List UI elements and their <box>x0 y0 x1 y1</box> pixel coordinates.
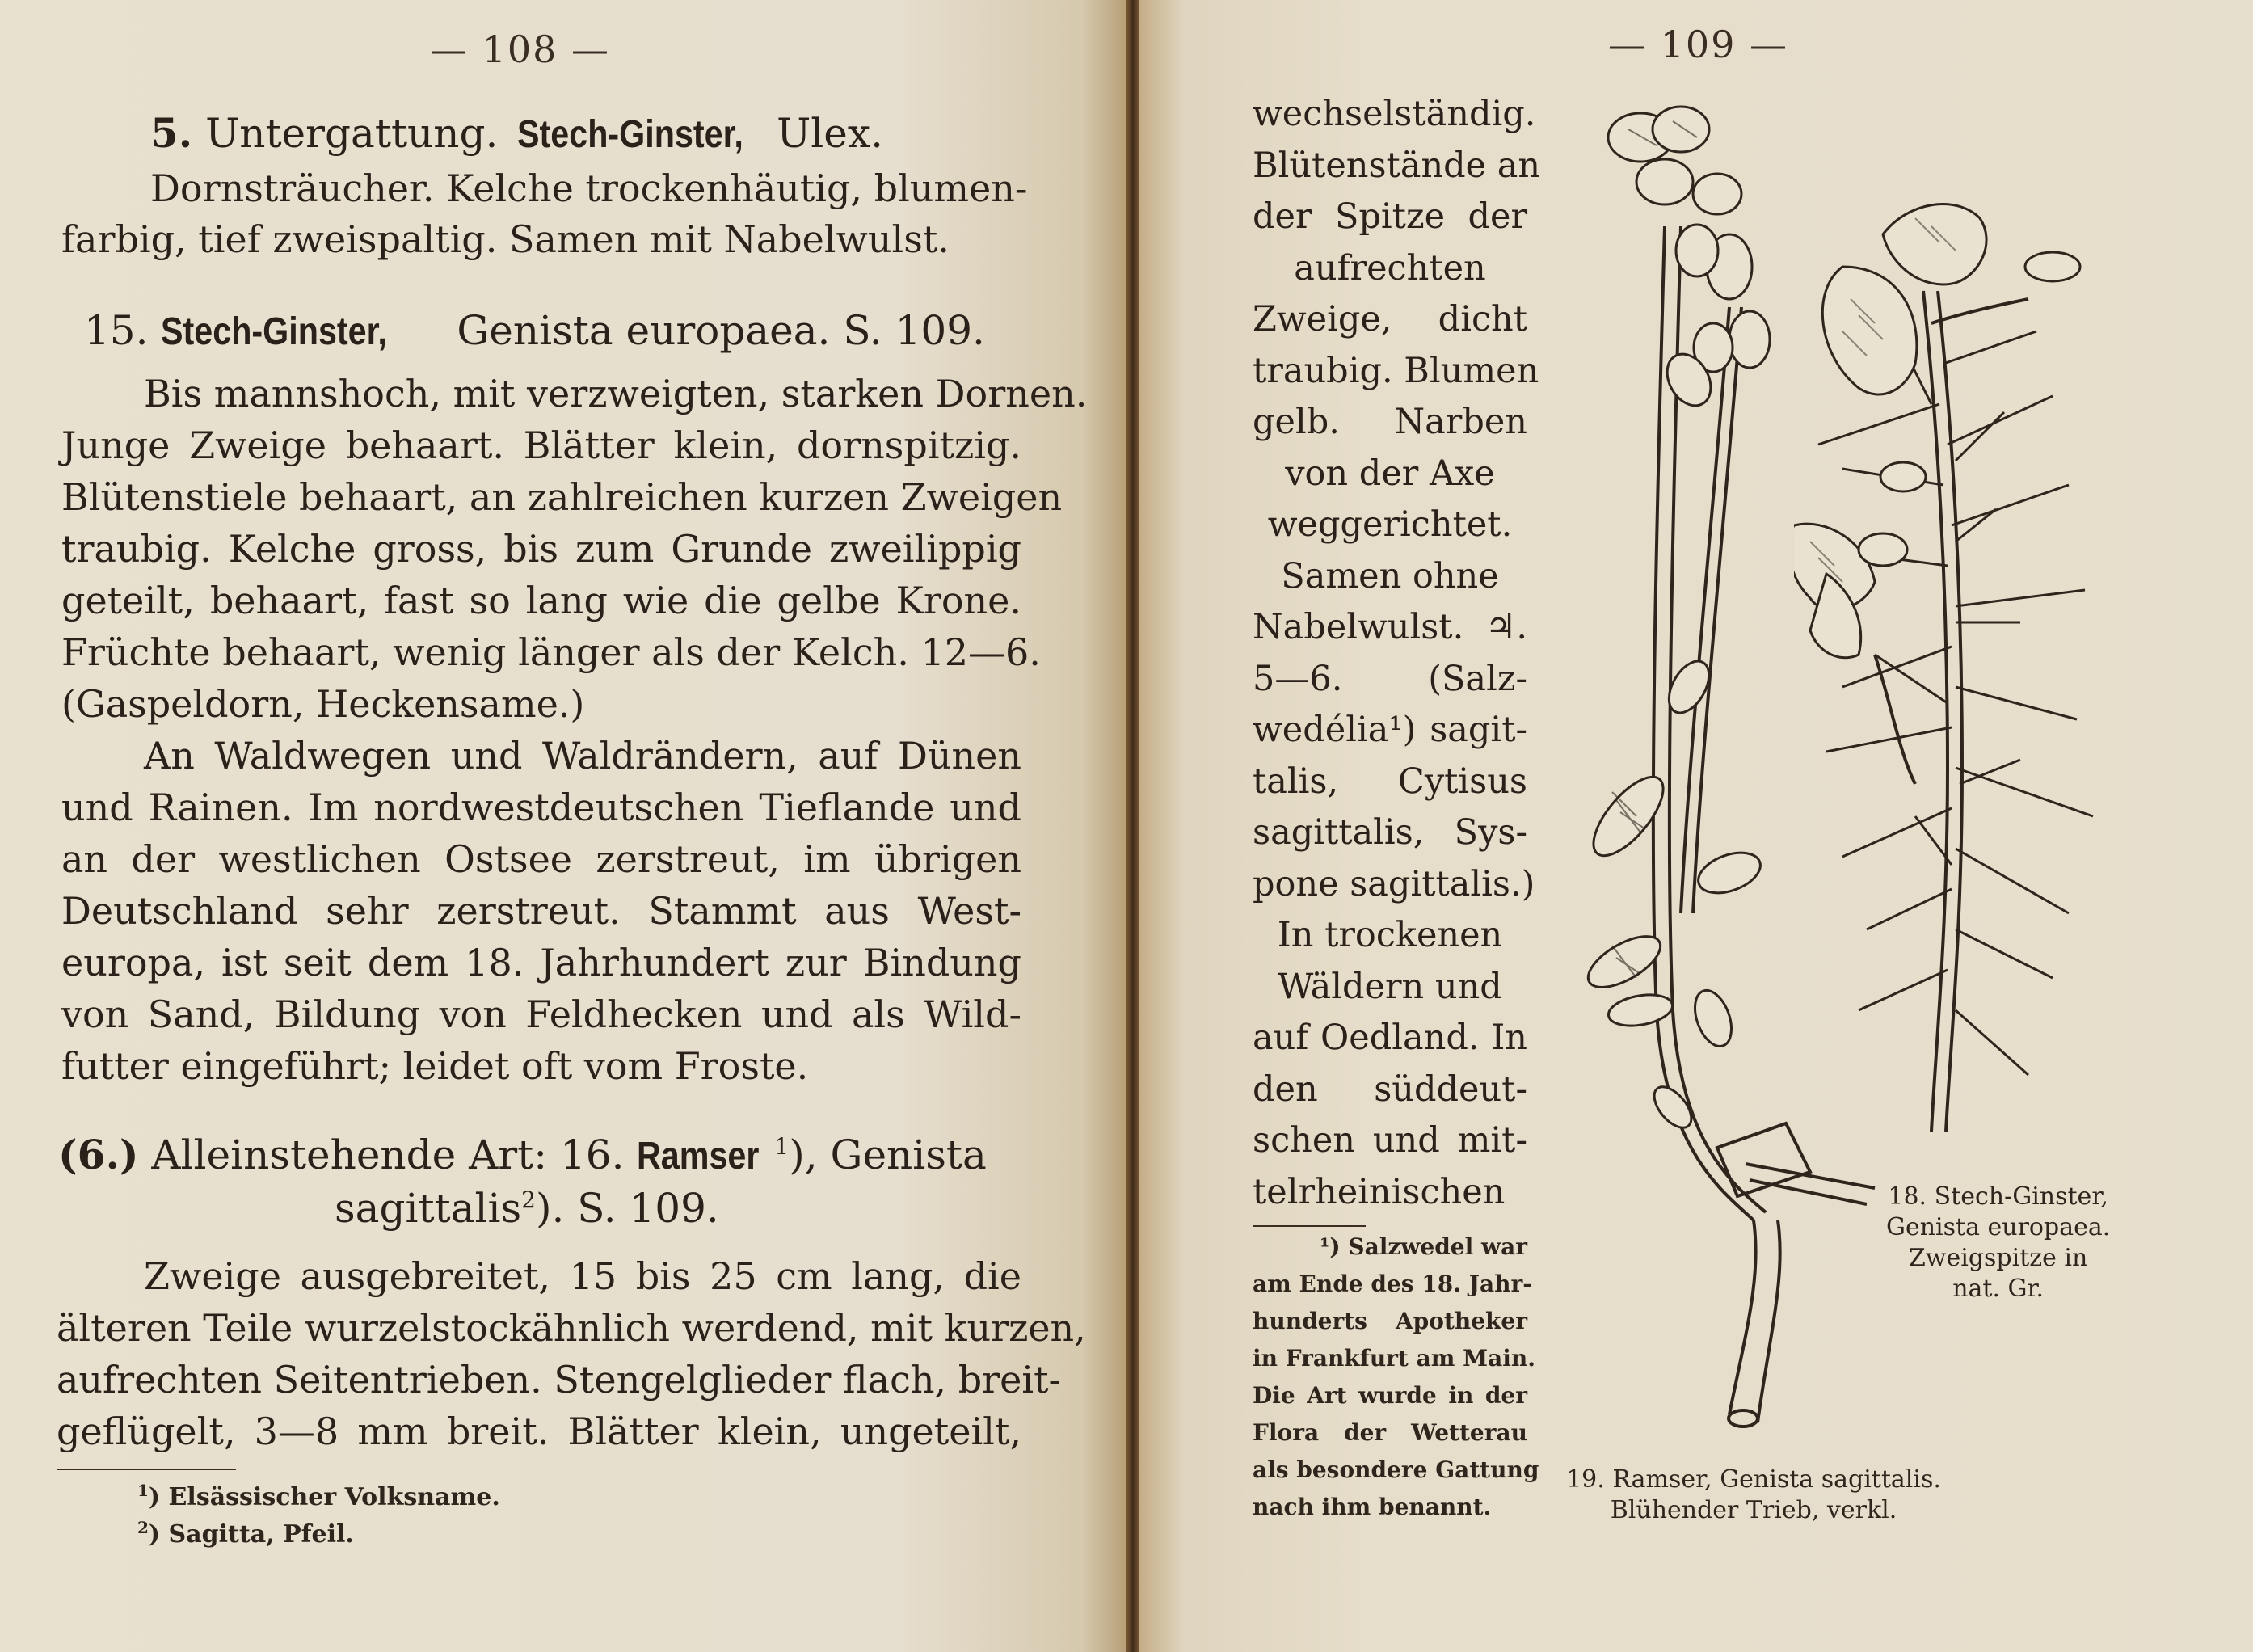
right-page <box>1139 0 2253 1652</box>
footnote-line: ¹) Salzwedel war <box>1320 1233 1527 1260</box>
column-line: Wäldern und <box>1278 966 1502 1007</box>
species-16-after: ), Genista <box>789 1132 987 1178</box>
habitat15-line: Deutschland sehr zerstreut. Stammt aus West- <box>61 889 1021 933</box>
subgenus-number: 5. <box>150 109 193 157</box>
species-16-name: Ramser <box>637 1135 760 1178</box>
column-line: talis, Cytisus <box>1253 761 1527 802</box>
column-line: In trockenen <box>1277 915 1503 955</box>
column-line: Zweige, dicht <box>1253 299 1527 339</box>
desc15-line: (Gaspeldorn, Heckensame.) <box>61 682 585 726</box>
column-line: schen und mit- <box>1253 1120 1527 1161</box>
species-16-line-2 <box>335 1185 719 1232</box>
footnote-line: als besondere Gattung <box>1253 1456 1539 1483</box>
book-gutter <box>1126 0 1139 1652</box>
column-line: traubig. Blumen <box>1253 350 1539 391</box>
habitat15-line: von Sand, Bildung von Feldhecken und als Wild- <box>61 992 1021 1036</box>
footnote-line: nach ihm benannt. <box>1253 1494 1492 1520</box>
desc15-line: geteilt, behaart, fast so lang wie die gelbe Krone. <box>61 579 1021 622</box>
caption-figure-18: 18. Stech-Ginster, Genista europaea. Zweigspitze in nat. Gr. <box>1886 1182 2111 1303</box>
footnote-ref-1: 1 <box>774 1133 790 1160</box>
habitat15-line: und Rainen. Im nordwestdeutschen Tieflande und <box>61 786 1021 829</box>
column-line: von der Axe <box>1285 453 1495 494</box>
footnote-line: Die Art wurde in der <box>1253 1382 1527 1409</box>
column-line: Samen ohne <box>1281 555 1499 596</box>
page-number-left: — 108 — <box>430 27 611 71</box>
page-number-right: — 109 — <box>1608 23 1789 66</box>
column-line: auf Oedland. In <box>1253 1018 1527 1058</box>
left-page <box>0 0 1126 1652</box>
species-16-heading <box>58 1131 987 1178</box>
footnote-line: in Frankfurt am Main. <box>1253 1345 1536 1372</box>
column-line: pone sagittalis.) <box>1253 863 1535 904</box>
column-line: gelb. Narben <box>1253 402 1527 442</box>
desc15-line: traubig. Kelche gross, bis zum Grunde zweilippig <box>61 527 1021 571</box>
species-16-epithet: sagittalis <box>335 1185 522 1232</box>
column-line: 5—6. (Salz- <box>1253 658 1527 699</box>
subgenus-heading <box>150 109 883 157</box>
subgenus-label: Untergattung. <box>205 110 499 157</box>
habitat15-line: futter eingeführt; leidet oft vom Froste. <box>61 1044 809 1088</box>
footnote-ref-2: 2 <box>521 1186 536 1213</box>
column-line: der Spitze der <box>1253 196 1527 237</box>
footnote-1: $^1$) Elsässischer Volksname. <box>137 1481 500 1511</box>
column-line: den süddeut- <box>1253 1068 1527 1110</box>
column-line: wedélia¹) sagit- <box>1253 710 1527 750</box>
column-line: wechselständig. <box>1253 94 1536 134</box>
intro-line-2: farbig, tief zweispaltig. Samen mit Nabelwulst. <box>61 217 950 261</box>
desc15-line: Junge Zweige behaart. Blätter klein, dornspitzig. <box>61 424 1021 467</box>
column-line: telrheinischen <box>1253 1171 1506 1212</box>
subgenus-latin: Ulex. <box>777 110 883 157</box>
intro-line-1: Dornsträucher. Kelche trockenhäutig, blumen- <box>150 166 1028 210</box>
desc16-line: Zweige ausgebreitet, 15 bis 25 cm lang, die <box>144 1254 1021 1298</box>
species-15-name: Stech-Ginster, <box>161 310 388 353</box>
desc15-line: Bis mannshoch, mit verzweigten, starken Dornen. <box>144 372 1088 415</box>
desc16-line: älteren Teile wurzelstockähnlich werdend, mit kurzen, <box>57 1306 1086 1350</box>
species-15-heading <box>84 307 985 354</box>
column-line: Blütenstände an <box>1253 145 1541 186</box>
habitat15-line: europa, ist seit dem 18. Jahrhundert zur Bindung <box>61 941 1021 984</box>
footnote-line: hunderts Apotheker <box>1253 1308 1527 1334</box>
desc16-line: geflügelt, 3—8 mm breit. Blätter klein, ungeteilt, <box>57 1410 1021 1453</box>
column-line: weggerichtet. <box>1267 504 1513 545</box>
column-line: sagittalis, Sys- <box>1253 812 1527 853</box>
footnote-line: Flora der Wetterau <box>1253 1419 1527 1446</box>
desc16-line: aufrechten Seitentrieben. Stengelglieder flach, breit- <box>57 1358 1062 1401</box>
species-15-rest: Genista europaea. S. 109. <box>457 307 985 354</box>
desc15-line: Blütenstiele behaart, an zahlreichen kurzen Zweigen <box>61 475 1063 519</box>
species-16-ref: ). S. 109. <box>535 1185 719 1232</box>
species-16-prefix: Alleinstehende Art: 16. <box>151 1132 625 1178</box>
habitat15-line: an der westlichen Ostsee zerstreut, im übrigen <box>61 837 1021 881</box>
column-line: aufrechten <box>1294 247 1486 289</box>
footnote-2: $^2$) Sagitta, Pfeil. <box>137 1518 354 1549</box>
subgenus-name: Stech-Ginster, <box>517 113 744 156</box>
stech-ginster-illustration <box>1794 202 2214 1148</box>
footnote-rule-left <box>57 1469 236 1470</box>
species-15-number: 15. <box>84 307 149 354</box>
footnote-rule-right <box>1253 1225 1366 1227</box>
footnote-line: am Ende des 18. Jahr- <box>1253 1271 1532 1297</box>
column-line: Nabelwulst. ♃. <box>1253 607 1527 647</box>
habitat15-line: An Waldwegen und Waldrändern, auf Dünen <box>144 734 1021 778</box>
caption-figure-19: 19. Ramser, Genista sagittalis. Blühender Trieb, verkl. <box>1566 1465 1941 1524</box>
species-16-group: (6.) <box>58 1131 139 1178</box>
desc15-line: Früchte behaart, wenig länger als der Kelch. 12—6. <box>61 630 1041 674</box>
